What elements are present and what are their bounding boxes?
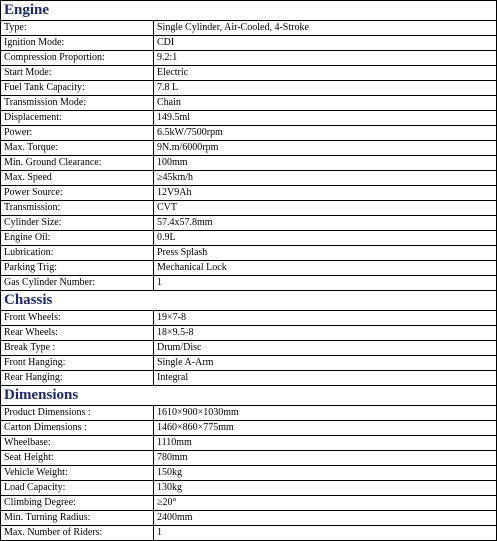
- table-row: [1, 481, 497, 496]
- spec-value: ≥20°: [154, 496, 497, 510]
- spec-label: Displacement:: [1, 111, 154, 125]
- spec-label: Seat Height:: [1, 451, 154, 465]
- spec-value: 0.9L: [154, 231, 497, 245]
- spec-value: Drum/Disc: [154, 341, 497, 355]
- spec-value: 1610×900×1030mm: [154, 406, 497, 420]
- spec-label: Power Source:: [1, 186, 154, 200]
- spec-value: Electric: [154, 66, 497, 80]
- spec-label: Break Type :: [1, 341, 154, 355]
- spec-label: Wheelbase:: [1, 436, 154, 450]
- spec-value: 130kg: [154, 481, 497, 495]
- section-title: Dimensions: [1, 386, 497, 406]
- spec-label: Type:: [1, 21, 154, 35]
- spec-value: 149.5ml: [154, 111, 497, 125]
- spec-value: Mechanical Lock: [154, 261, 497, 275]
- spec-value: 6.5kW/7500rpm: [154, 126, 497, 140]
- spec-label: Front Hanging:: [1, 356, 154, 370]
- section-title: Engine: [1, 1, 497, 21]
- spec-value: Press Splash: [154, 246, 497, 260]
- spec-label: Min. Turning Radius:: [1, 511, 154, 525]
- spec-value: 12V9Ah: [154, 186, 497, 200]
- spec-label: Transmission:: [1, 201, 154, 215]
- chassis-section: [1, 291, 497, 386]
- table-row: [1, 371, 497, 386]
- table-row: [1, 511, 497, 526]
- spec-label: Vehicle Weight:: [1, 466, 154, 480]
- engine-section: [1, 1, 497, 291]
- spec-value: 1: [154, 526, 497, 540]
- spec-label: Compression Proportion:: [1, 51, 154, 65]
- spec-label: Cylinder Size:: [1, 216, 154, 230]
- spec-value: 57.4x57.8mm: [154, 216, 497, 230]
- table-row: [1, 216, 497, 231]
- spec-value: 9N.m/6000rpm: [154, 141, 497, 155]
- table-row: [1, 81, 497, 96]
- spec-value: CDI: [154, 36, 497, 50]
- table-row: [1, 231, 497, 246]
- spec-label: Rear Hanging:: [1, 371, 154, 385]
- spec-value: 7.8 L: [154, 81, 497, 95]
- table-row: [1, 261, 497, 276]
- table-row: [1, 111, 497, 126]
- spec-label: Fuel Tank Capacity:: [1, 81, 154, 95]
- spec-label: Max. Speed: [1, 171, 154, 185]
- spec-label: Climbing Degree:: [1, 496, 154, 510]
- spec-value: 18×9.5-8: [154, 326, 497, 340]
- spec-value: 1110mm: [154, 436, 497, 450]
- table-row: [1, 201, 497, 216]
- table-row: [1, 311, 497, 326]
- spec-label: Gas Cylinder Number:: [1, 276, 154, 290]
- spec-label: Carton Dimensions :: [1, 421, 154, 435]
- table-row: [1, 466, 497, 481]
- table-row: [1, 356, 497, 371]
- table-row: [1, 186, 497, 201]
- spec-label: Parking Trig:: [1, 261, 154, 275]
- table-row: [1, 156, 497, 171]
- table-row: [1, 96, 497, 111]
- dimensions-section: [1, 386, 497, 541]
- table-row: [1, 341, 497, 356]
- table-row: [1, 51, 497, 66]
- table-row: [1, 436, 497, 451]
- table-row: [1, 496, 497, 511]
- spec-label: Power:: [1, 126, 154, 140]
- spec-value: Chain: [154, 96, 497, 110]
- spec-value: 100mm: [154, 156, 497, 170]
- spec-label: Max. Number of Riders:: [1, 526, 154, 540]
- table-row: [1, 246, 497, 261]
- spec-label: Lubrication:: [1, 246, 154, 260]
- spec-label: Start Mode:: [1, 66, 154, 80]
- table-row: [1, 326, 497, 341]
- table-row: [1, 526, 497, 541]
- spec-value: Single A-Arm: [154, 356, 497, 370]
- spec-label: Ignition Mode:: [1, 36, 154, 50]
- spec-label: Min. Ground Clearance:: [1, 156, 154, 170]
- spec-label: Rear Wheels:: [1, 326, 154, 340]
- spec-value: Single Cylinder, Air-Cooled, 4-Stroke: [154, 21, 497, 35]
- table-row: [1, 276, 497, 291]
- spec-value: 780mm: [154, 451, 497, 465]
- section-title: Chassis: [1, 291, 497, 311]
- table-row: [1, 66, 497, 81]
- spec-value: 150kg: [154, 466, 497, 480]
- table-row: [1, 21, 497, 36]
- spec-value: ≥45km/h: [154, 171, 497, 185]
- spec-value: 1: [154, 276, 497, 290]
- table-row: [1, 141, 497, 156]
- spec-value: 19×7-8: [154, 311, 497, 325]
- spec-label: Product Dimensions :: [1, 406, 154, 420]
- spec-label: Load Capacity:: [1, 481, 154, 495]
- table-row: [1, 126, 497, 141]
- spec-label: Max. Torque:: [1, 141, 154, 155]
- table-row: [1, 36, 497, 51]
- spec-label: Transmission Mode:: [1, 96, 154, 110]
- table-row: [1, 421, 497, 436]
- table-row: [1, 406, 497, 421]
- table-row: [1, 171, 497, 186]
- spec-value: Integral: [154, 371, 497, 385]
- spec-value: CVT: [154, 201, 497, 215]
- spec-value: 2400mm: [154, 511, 497, 525]
- spec-label: Engine Oil:: [1, 231, 154, 245]
- spec-value: 1460×860×775mm: [154, 421, 497, 435]
- spec-label: Front Wheels:: [1, 311, 154, 325]
- table-row: [1, 451, 497, 466]
- spec-value: 9.2:1: [154, 51, 497, 65]
